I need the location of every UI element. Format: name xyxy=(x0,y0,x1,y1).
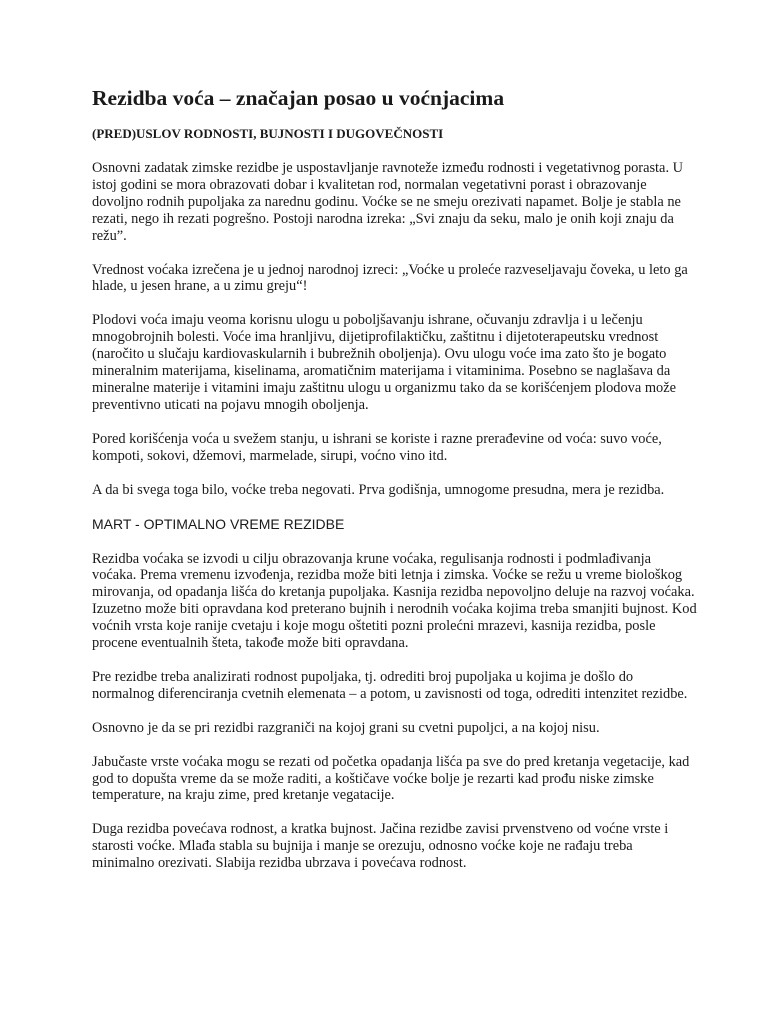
paragraph-section-2: Pre rezidbe treba analizirati rodnost pupoljaka, tj. odrediti broj pupoljaka u kojima je došlo do normalnog diferenciranja cvetnih elemenata – a potom, u zavisnosti od toga, odrediti intenzitet rezidbe. xyxy=(92,668,688,702)
paragraph-intro-4: Pored korišćenja voća u svežem stanju, u ishrani se koriste i razne prerađevine od voća: suvo voće, kompoti, sokovi, džemovi, marmelade, sirupi, voćno vino itd. xyxy=(92,430,662,464)
paragraph-section-3: Osnovno je da se pri rezidbi razgraniči na kojoj grani su cvetni pupoljci, a na kojoj nisu. xyxy=(92,719,600,736)
paragraph-intro-2: Vrednost voćaka izrečena je u jednoj narodnoj izreci: „Voćke u proleće razveseljavaju čoveka, u leto ga hlade, u jesen hrane, a u zimu greju“! xyxy=(92,261,688,295)
paragraph-intro-1: Osnovni zadatak zimske rezidbe je uspostavljanje ravnoteže između rodnosti i vegetativnog porasta. U istoj godini se mora obrazovati dobar i kvalitetan rod, normalan vegetativni porast i obrazovanje dovoljno rodnih pupoljaka za narednu godinu. Voćke se ne smeju orezivati napamet. Bolje je stabla ne rezati, nego ih rezati pogrešno. Postoji narodna izreka: „Svi znaju da seku, malo je onih koji znaju da režu”. xyxy=(92,160,684,244)
paragraph-intro-3: Plodovi voća imaju veoma korisnu ulogu u poboljšavanju ishrane, očuvanju zdravlja i u lečenju mnogobrojnih bolesti. Voće ima hranljivu, dijetiprofilaktičku, zaštitnu i dijetoterapeutsku vrednost (naročito u slučaju kardiovaskularnih i bubrežnih oboljenja). Ovu ulogu voće ima zato što je bogato mineralnim materijama, kiselinama, aromatičnim materijama i vitaminima. Posebno se naglašava da mineralne materije i vitamini imaju zaštitnu ulogu u organizmu tako da se korišćenjem plodova može preventivno uticati na pojavu mnogih oboljenja. xyxy=(92,312,676,413)
paragraph-section-5: Duga rezidba povećava rodnost, a kratka bujnost. Jačina rezidbe zavisi prvenstveno od voćne vrste i starosti voćke. Mlađa stabla su bujnija i manje se orezuju, odnosno voćke koje ne rađaju treba minimalno orezivati. Slabija rezidba ubrzava i povećava rodnost. xyxy=(92,821,669,872)
section-heading: MART - OPTIMALNO VREME REZIDBE xyxy=(92,515,345,532)
document-subtitle: (PRED)USLOV RODNOSTI, BUJNOSTI I DUGOVEČNOSTI xyxy=(92,126,444,141)
paragraph-section-1: Rezidba voćaka se izvodi u cilju obrazovanja krune voćaka, regulisanja rodnosti i podmlađivanja voćaka. Prema vremenu izvođenja, rezidba može biti letnja i zimska. Voćke se režu u vreme biološkog mirovanja, od opadanja lišća do kretanja pupoljaka. Kasnija rezidba nepovoljno deluje na razvoj voćaka. Izuzetno može biti opravdana kod preterano bujnih i nerodnih voćaka kojima treba smanjiti bujnost. Kod voćnih vrsta koje ranije cvetaju i koje mogu oštetiti pozni prolećni mrazevi, kasnija rezidba, posle procene eventualnih šteta, takođe može biti opravdana. xyxy=(92,550,697,652)
document-title: Rezidba voća – značajan posao u voćnjacima xyxy=(92,86,505,110)
paragraph-intro-5: A da bi svega toga bilo, voćke treba negovati. Prva godišnja, umnogome presudna, mera je rezidba. xyxy=(92,481,665,498)
paragraph-section-4: Jabučaste vrste voćaka mogu se rezati od početka opadanja lišća pa sve do pred kretanja vegetacije, kad god to dopušta vreme da se može raditi, a koštičave voćke bolje je rezarti kad prođu niske zimske temperature, na kraju zime, pred kretanje vegatacije. xyxy=(92,753,690,804)
